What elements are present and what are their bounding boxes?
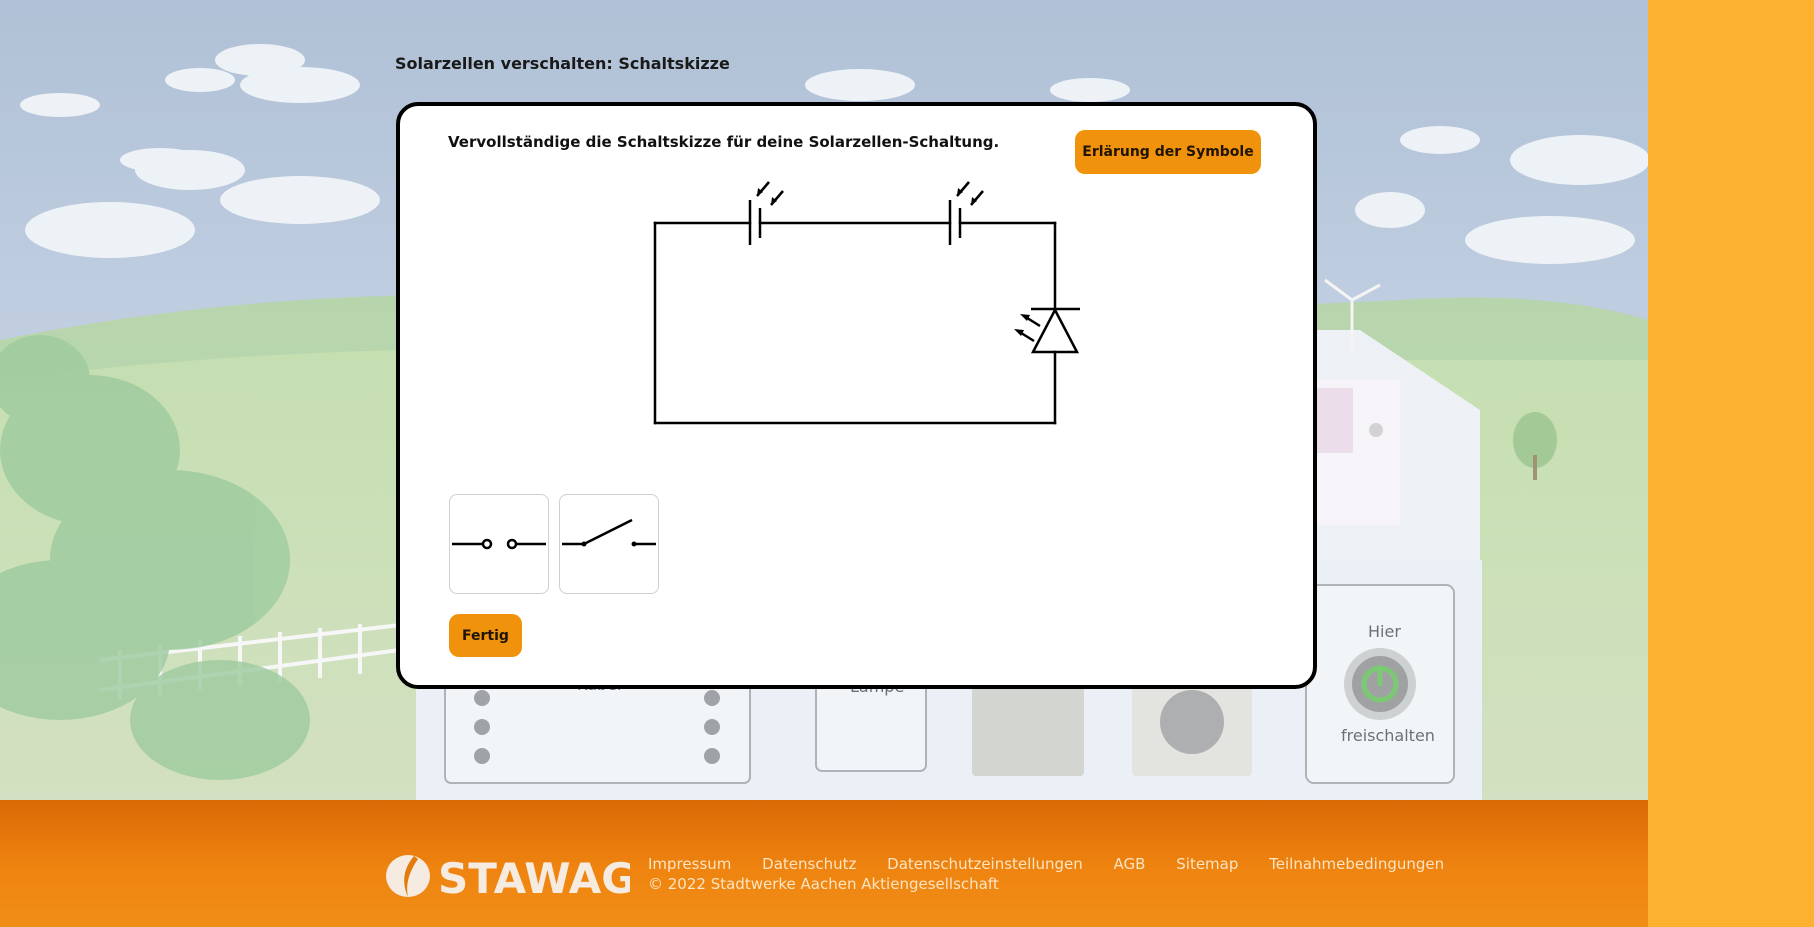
stawag-logo[interactable] — [384, 853, 630, 899]
dialog-instruction: Vervollständige die Schaltskizze für deine Solarzellen-Schaltung. — [448, 133, 1000, 151]
unlock-label-bottom: freischalten — [1341, 726, 1435, 745]
footer-links — [648, 855, 1470, 873]
footer-link-datenschutz[interactable]: Datenschutz — [762, 855, 857, 873]
brand-text: STAWAG — [438, 854, 630, 899]
side-strip — [1648, 0, 1814, 927]
unlock-label-top: Hier — [1368, 622, 1401, 641]
switch-tile-lever[interactable] — [559, 494, 659, 594]
symbols-explanation-button[interactable]: Erlärung der Symbole — [1075, 130, 1261, 174]
circuit-dialog — [396, 102, 1317, 689]
footer-link-sitemap[interactable]: Sitemap — [1176, 855, 1239, 873]
switch-tile-contacts[interactable] — [449, 494, 549, 594]
page-title: Solarzellen verschalten: Schaltskizze — [395, 54, 730, 73]
footer-copyright: © 2022 Stadtwerke Aachen Aktiengesellschaft — [648, 875, 999, 893]
footer-link-impressum[interactable]: Impressum — [648, 855, 732, 873]
footer-link-agb[interactable]: AGB — [1113, 855, 1146, 873]
done-button[interactable]: Fertig — [449, 614, 522, 657]
stawag-logo-icon — [384, 853, 630, 899]
footer-link-datenschutzeinstellungen[interactable]: Datenschutzeinstellungen — [887, 855, 1083, 873]
switch-lever-open-icon — [560, 495, 658, 593]
switch-open-contacts-icon — [450, 495, 548, 593]
footer-link-teilnahmebedingungen[interactable]: Teilnahmebedingungen — [1269, 855, 1445, 873]
